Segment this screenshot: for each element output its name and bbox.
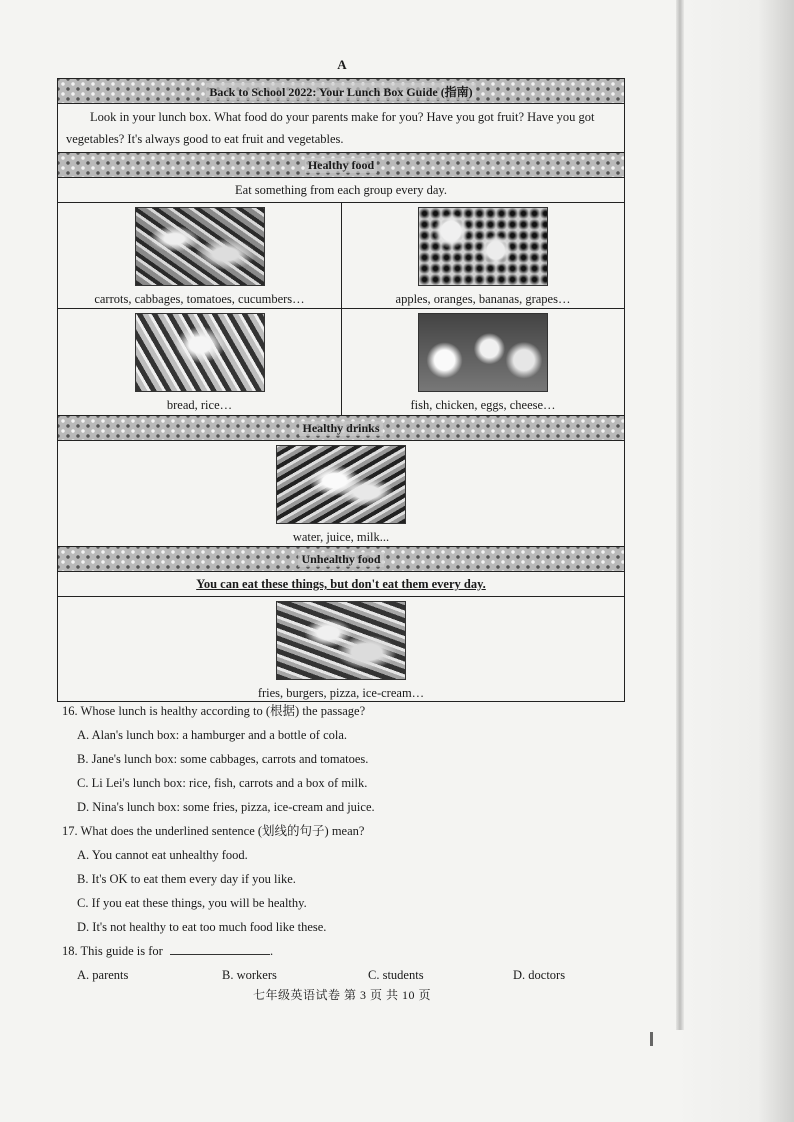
question-16-option-c: C. Li Lei's lunch box: rice, fish, carrots and a box of milk. <box>77 776 368 790</box>
drinks-photo <box>276 445 406 524</box>
food-group-grains <box>58 309 342 415</box>
question-17-option-d: D. It's not healthy to eat too much food like these. <box>77 920 327 934</box>
question-16-option-d: D. Nina's lunch box: some fries, pizza, ice-cream and juice. <box>77 800 375 814</box>
question-18 <box>62 939 622 963</box>
healthy-drinks-heading: Healthy drinks <box>299 421 382 436</box>
question-18-option-d: D. doctors <box>513 968 566 982</box>
healthy-food-instruction: Eat something from each group every day. <box>58 178 624 203</box>
food-group-grid <box>58 203 624 416</box>
food-group-vegetables <box>58 203 342 309</box>
healthy-drinks-bar <box>58 416 624 441</box>
question-18-stem: 18. This guide is for <box>62 944 163 958</box>
question-16-option-b: B. Jane's lunch box: some cabbages, carrots and tomatoes. <box>77 752 369 766</box>
healthy-food-heading: Healthy food <box>305 158 377 173</box>
section-letter: A <box>337 57 347 72</box>
food-group-caption: carrots, cabbages, tomatoes, cucumbers… <box>94 292 305 306</box>
question-18-option-a: A. parents <box>77 968 129 982</box>
question-18-option-c: C. students <box>368 968 424 982</box>
guide-intro: Look in your lunch box. What food do your parents make for you? Have you got fruit? Have you got vegetables? It's always good to eat fruit and vegetables. <box>58 104 624 153</box>
bread-photo <box>135 313 265 392</box>
unhealthy-caption: fries, burgers, pizza, ice-cream… <box>257 686 425 700</box>
question-18-options <box>77 963 622 987</box>
lunch-box-guide <box>57 78 625 702</box>
food-group-caption: fish, chicken, eggs, cheese… <box>410 398 556 412</box>
fruit-photo <box>418 207 548 286</box>
food-group-fruit <box>342 203 624 309</box>
guide-title: Back to School 2022: Your Lunch Box Guide (指南) <box>206 83 475 100</box>
unhealthy-food-bar <box>58 547 624 572</box>
guide-title-bar <box>58 79 624 104</box>
question-18-option-b: B. workers <box>222 968 277 982</box>
drinks-caption: water, juice, milk... <box>292 530 390 544</box>
food-group-caption: bread, rice… <box>166 398 233 412</box>
question-17-option-b: B. It's OK to eat them every day if you like. <box>77 872 296 886</box>
answer-blank[interactable] <box>170 940 270 955</box>
question-list <box>62 699 622 987</box>
protein-photo <box>418 313 548 392</box>
underlined-sentence: You can eat these things, but don't eat them every day. <box>58 572 624 597</box>
vegetables-photo <box>135 207 265 286</box>
page-footer: 七年级英语试卷 第 3 页 共 10 页 <box>252 988 431 1002</box>
unhealthy-food-row <box>58 597 624 701</box>
healthy-food-bar <box>58 153 624 178</box>
healthy-drinks-row <box>58 441 624 547</box>
unhealthy-food-heading: Unhealthy food <box>298 552 383 567</box>
page-edge <box>674 0 794 1122</box>
question-16-stem: 16. Whose lunch is healthy according to (根据) the passage? <box>62 704 366 718</box>
scan-mark <box>650 1032 653 1046</box>
question-16-option-a: A. Alan's lunch box: a hamburger and a bottle of cola. <box>77 728 348 742</box>
food-group-protein <box>342 309 624 415</box>
junk-food-photo <box>276 601 406 680</box>
question-18-stem-end: . <box>269 944 274 958</box>
food-group-caption: apples, oranges, bananas, grapes… <box>395 292 571 306</box>
page-fold-shadow <box>676 0 684 1030</box>
question-17-stem: 17. What does the underlined sentence (划线的句子) mean? <box>62 824 365 838</box>
question-17-option-c: C. If you eat these things, you will be healthy. <box>77 896 307 910</box>
question-17-option-a: A. You cannot eat unhealthy food. <box>77 848 248 862</box>
